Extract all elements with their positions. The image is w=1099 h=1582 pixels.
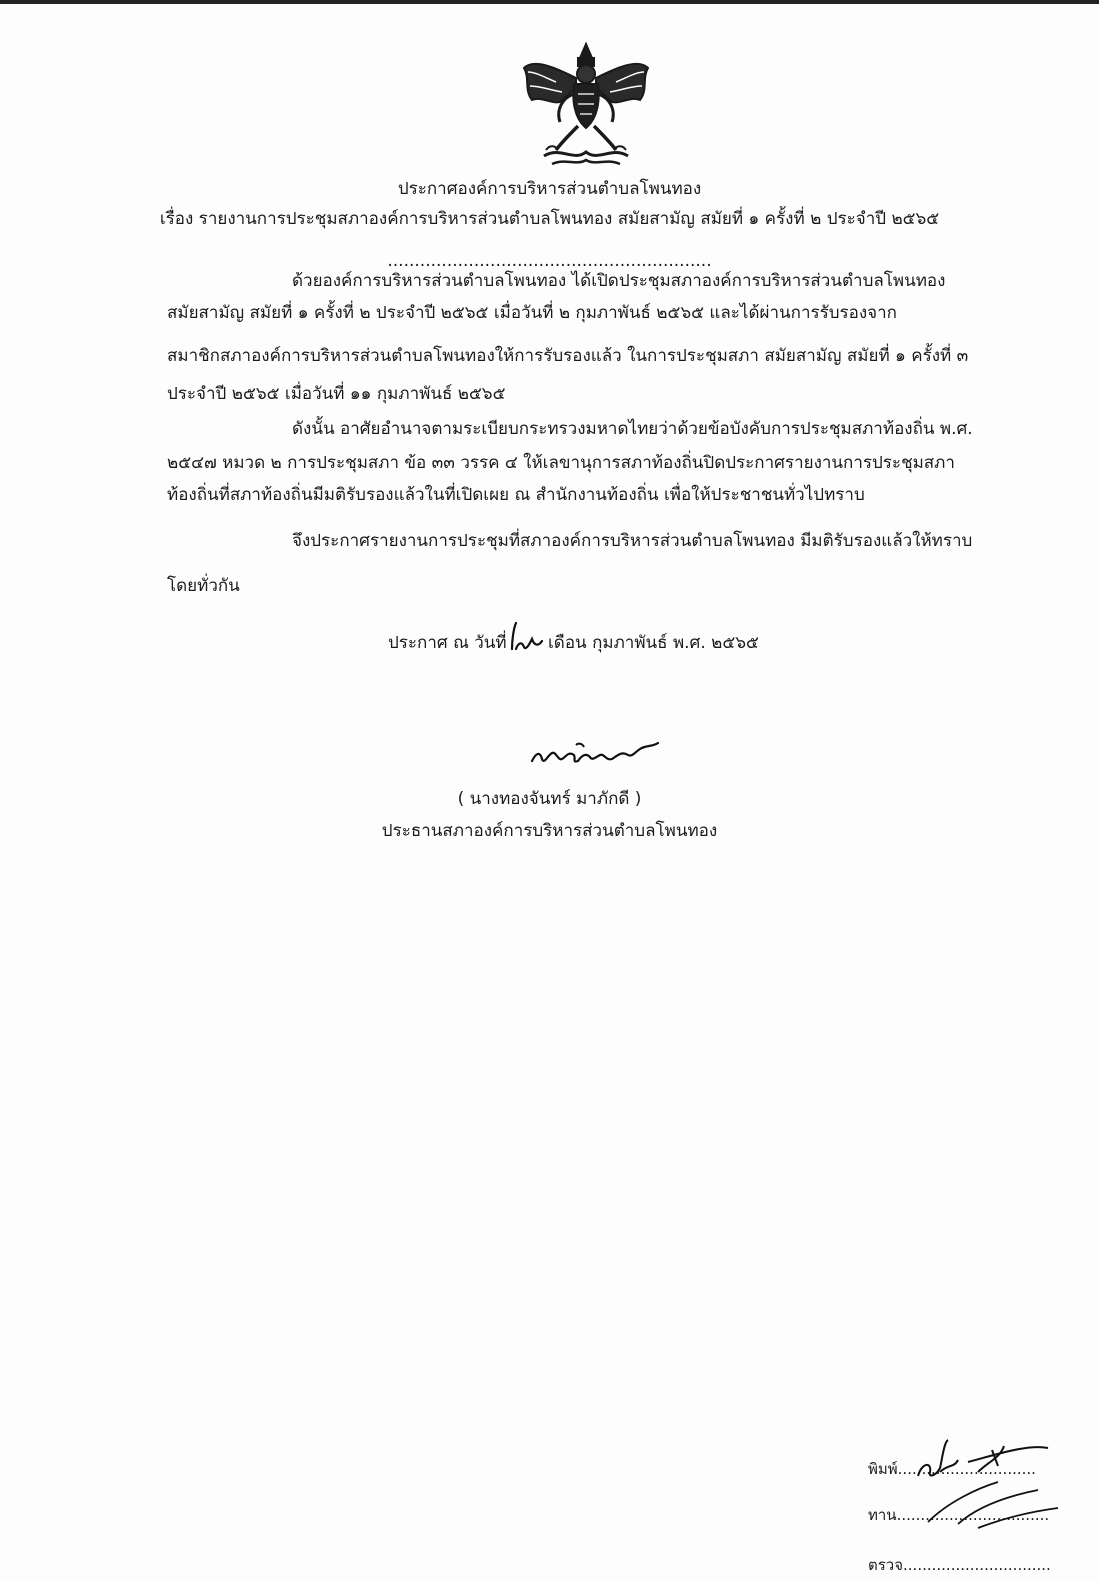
para1-line4: ประจำปี ๒๕๖๕ เมื่อวันที่ ๑๑ กุมภาพันธ์ ๒๕๖๕	[167, 384, 506, 404]
announcement-title: ประกาศองค์การบริหารส่วนตำบลโพนทอง	[397, 179, 702, 199]
signer-name: ( นางทองจันทร์ มาภักดี )	[457, 789, 642, 809]
date-month-year: เดือน กุมภาพันธ์ พ.ศ. ๒๕๖๕	[548, 633, 759, 653]
date-prefix: ประกาศ ณ วันที่	[388, 633, 507, 653]
separator-dots: ............................................................	[387, 251, 712, 271]
scan-top-edge	[0, 0, 1099, 4]
para1-line2: สมัยสามัญ สมัยที่ ๑ ครั้งที่ ๒ ประจำปี ๒๕๖๕ เมื่อวันที่ ๒ กุมภาพันธ์ ๒๕๖๕ และได้ผ่านการรับรองจาก	[167, 303, 897, 323]
stamp-initials-signature	[908, 1432, 1068, 1542]
signer-position: ประธานสภาองค์การบริหารส่วนตำบลโพนทอง	[381, 821, 718, 841]
para1-line1: ด้วยองค์การบริหารส่วนตำบลโพนทอง ได้เปิดประชุมสภาองค์การบริหารส่วนตำบลโพนทอง	[292, 271, 946, 291]
para3-line1: จึงประกาศรายงานการประชุมที่สภาองค์การบริหารส่วนตำบลโพนทอง มีมติรับรองแล้วให้ทราบ	[292, 531, 973, 551]
para1-line3: สมาชิกสภาองค์การบริหารส่วนตำบลโพนทองให้การรับรองแล้ว ในการประชุมสภา สมัยสามัญ สมัยที่ ๑ ครั้งที่ ๓	[167, 346, 969, 366]
stamp-print-line: พิมพ์.............................	[868, 1460, 1036, 1478]
para2-line2: ๒๕๔๗ หมวด ๒ การประชุมสภา ข้อ ๓๓ วรรค ๔ ให้เลขานุการสภาท้องถิ่นปิดประกาศรายงานการประชุมสภา	[167, 453, 955, 473]
handwritten-day-mark	[506, 619, 546, 655]
garuda-emblem-icon	[516, 38, 656, 170]
para2-line1: ดังนั้น อาศัยอำนาจตามระเบียบกระทรวงมหาดไทยว่าด้วยข้อบังคับการประชุมสภาท้องถิ่น พ.ศ.	[292, 419, 973, 439]
subject-line: เรื่อง รายงานการประชุมสภาองค์การบริหารส่วนตำบลโพนทอง สมัยสามัญ สมัยที่ ๑ ครั้งที่ ๒ ประจำปี ๒๕๖๕	[159, 209, 940, 229]
stamp-checkproof-line: ทาน................................	[868, 1506, 1050, 1524]
stamp-verify-line: ตรวจ...............................	[868, 1556, 1051, 1574]
handwritten-signature	[530, 735, 670, 769]
para3-line2: โดยทั่วกัน	[167, 576, 240, 596]
proofing-stamp	[868, 1432, 1068, 1582]
para2-line3: ท้องถิ่นที่สภาท้องถิ่นมีมติรับรองแล้วในที่เปิดเผย ณ สำนักงานท้องถิ่น เพื่อให้ประชาชนทั่วไปทราบ	[167, 485, 865, 505]
